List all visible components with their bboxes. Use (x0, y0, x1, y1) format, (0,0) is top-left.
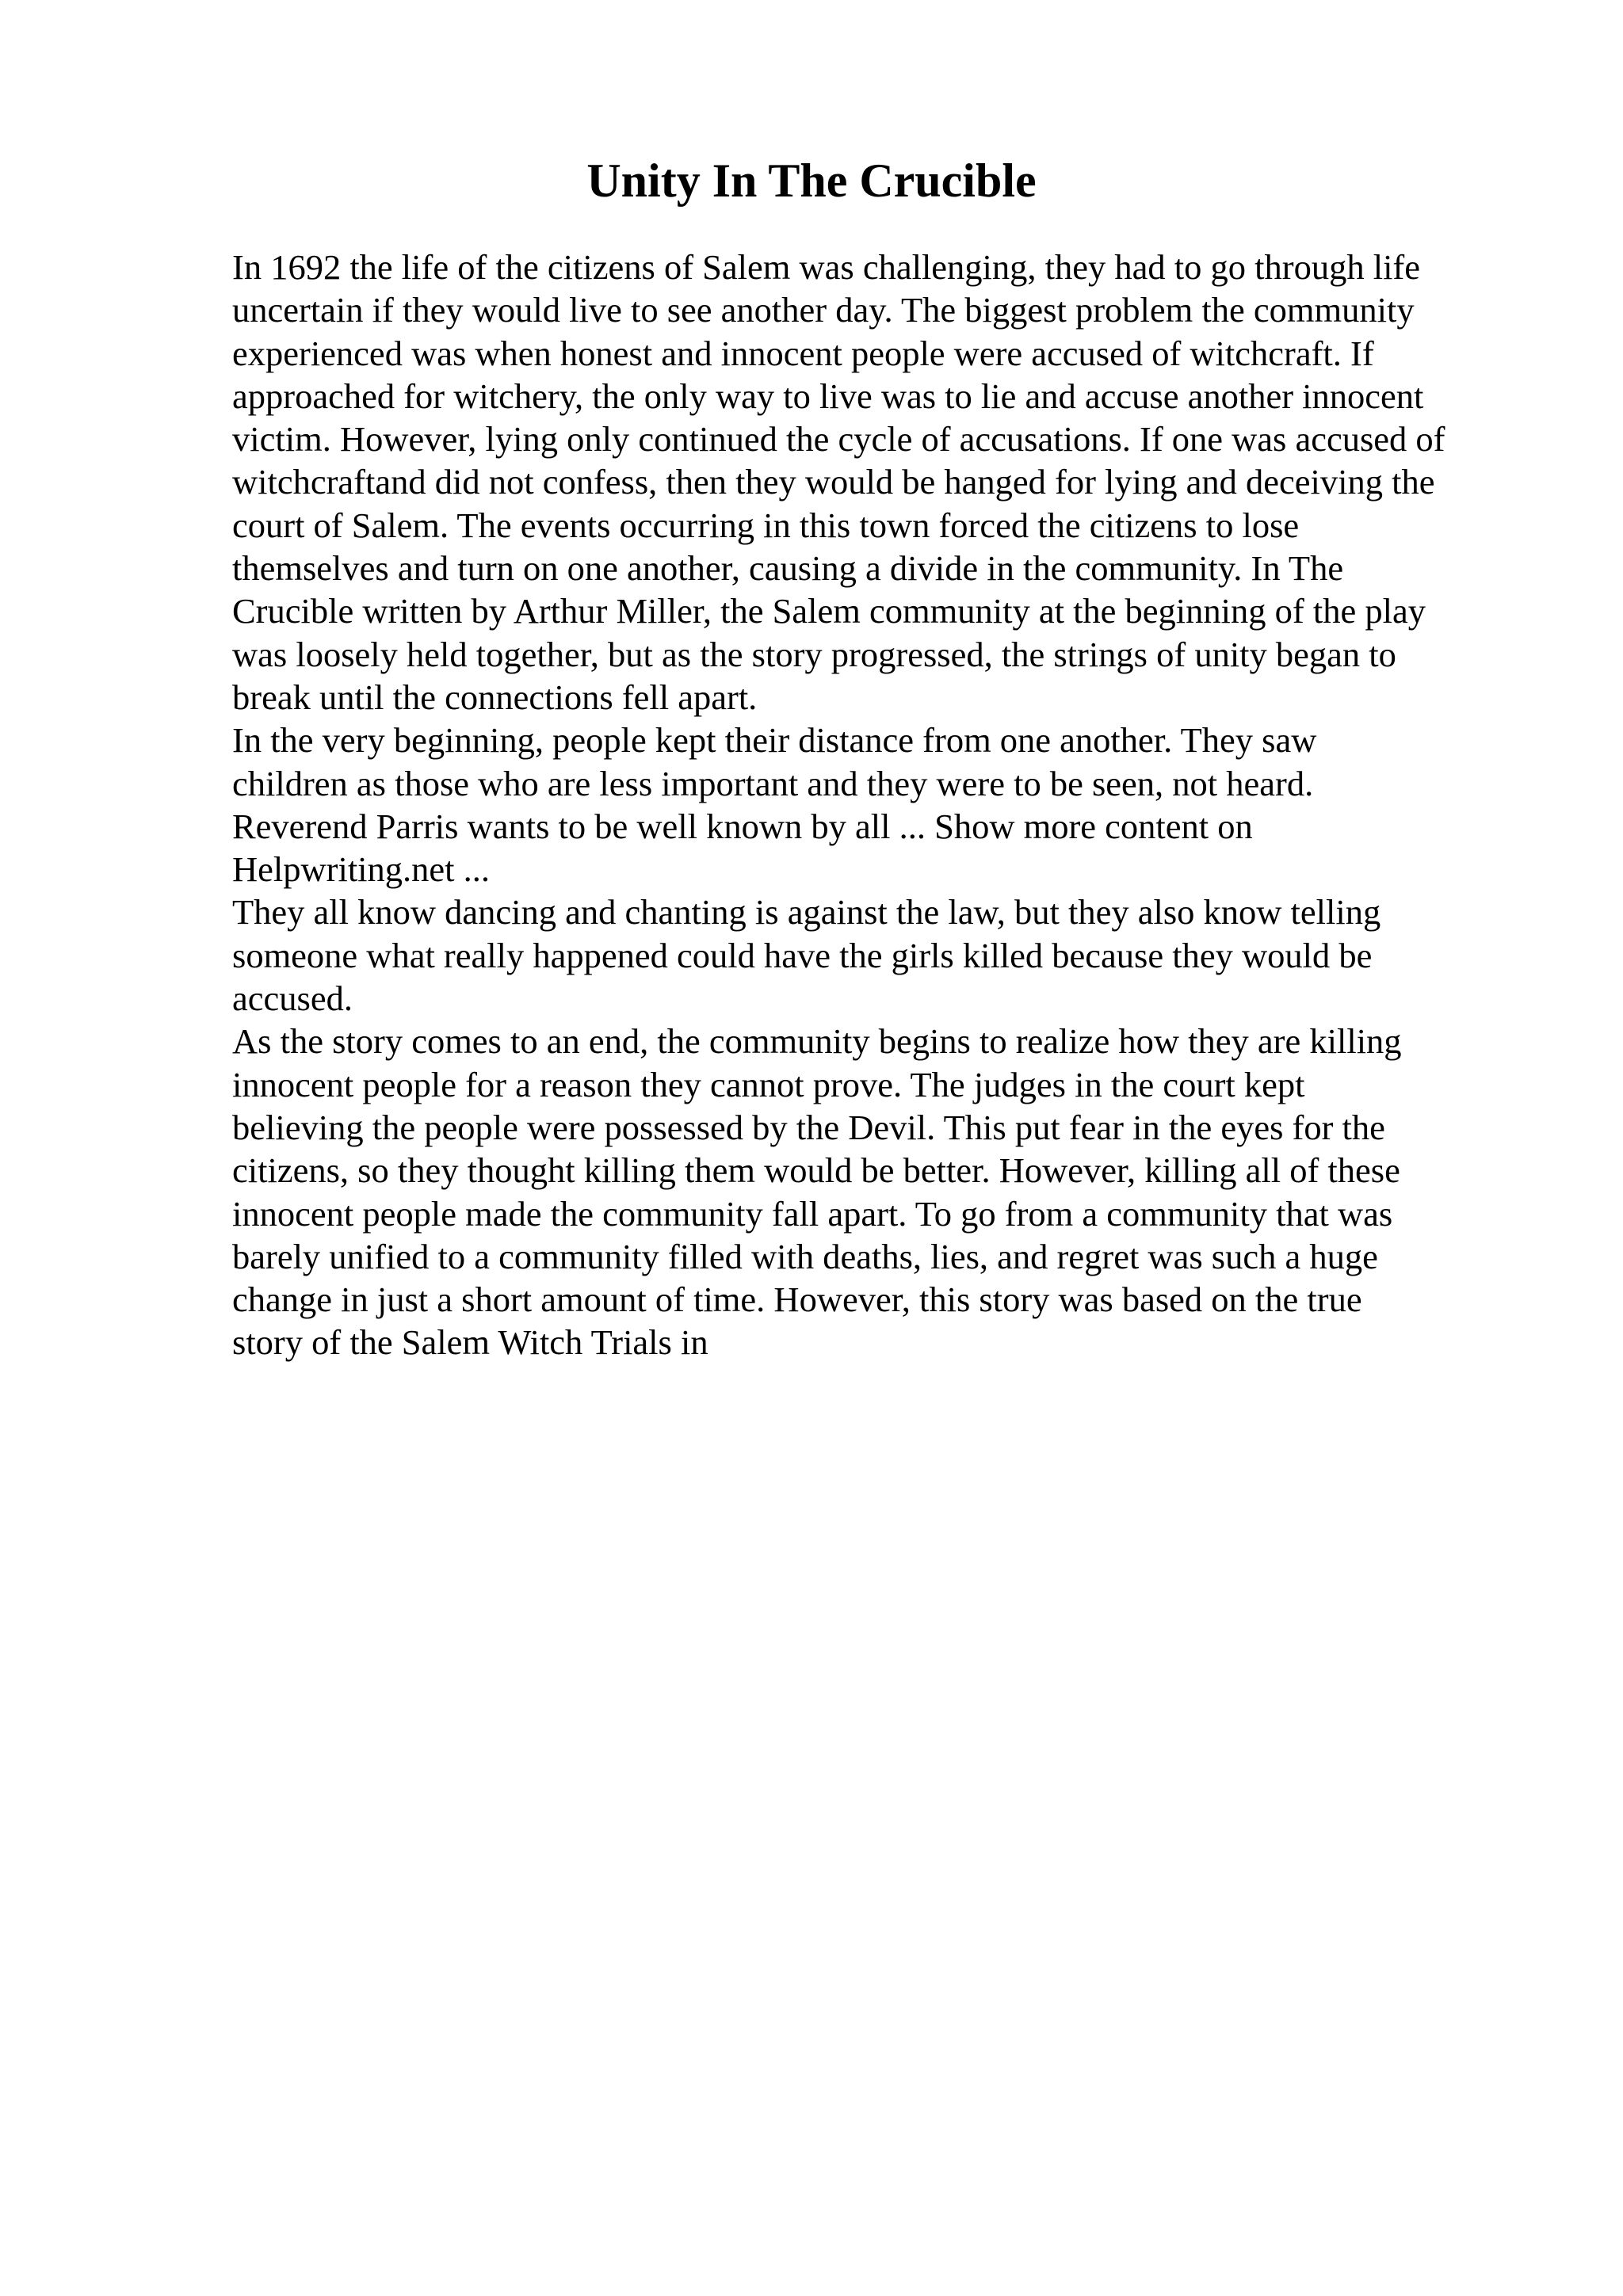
text-line: court of Salem. The events occurring in this town forced the citizens to lose (232, 505, 1300, 545)
text-line: experienced was when honest and innocent people were accused of witchcraft. If (232, 333, 1374, 373)
text-line: was loosely held together, but as the story progressed, the strings of unity began to (232, 634, 1396, 674)
text-line: In the very beginning, people kept their distance from one another. They saw (232, 720, 1317, 761)
text-line: children as those who are less important and they were to be seen, not heard. (232, 763, 1314, 803)
text-line: They all know dancing and chanting is against the law, but they also know telling (232, 892, 1381, 933)
text-line: Helpwriting.net ... (232, 849, 491, 890)
text-line: citizens, so they thought killing them would be better. However, killing all of these (232, 1150, 1400, 1191)
document-title: Unity In The Crucible (586, 154, 1037, 207)
text-line: believing the people were possessed by the Devil. This put fear in the eyes for the (232, 1107, 1385, 1147)
text-line: uncertain if they would live to see another day. The biggest problem the community (232, 290, 1415, 330)
document-body (232, 246, 1595, 1364)
text-line: Crucible written by Arthur Miller, the Salem community at the beginning of the play (232, 591, 1426, 631)
text-line: As the story comes to an end, the community begins to realize how they are killing (232, 1021, 1402, 1062)
text-line: themselves and turn on one another, causing a divide in the community. In The (232, 548, 1344, 589)
text-line: someone what really happened could have the girls killed because they would be (232, 935, 1373, 975)
text-line: story of the Salem Witch Trials in (232, 1322, 708, 1363)
text-line: innocent people made the community fall apart. To go from a community that was (232, 1193, 1393, 1234)
text-line: witchcraftand did not confess, then they would be hanged for lying and deceiving the (232, 462, 1435, 502)
text-line: Reverend Parris wants to be well known by all ... Show more content on (232, 806, 1253, 846)
text-line: approached for witchery, the only way to live was to lie and accuse another innocent (232, 376, 1424, 416)
text-line: victim. However, lying only continued the cycle of accusations. If one was accused of (232, 419, 1445, 460)
text-line: barely unified to a community filled with deaths, lies, and regret was such a huge (232, 1236, 1378, 1276)
text-line: innocent people for a reason they cannot prove. The judges in the court kept (232, 1064, 1305, 1104)
text-line: change in just a short amount of time. However, this story was based on the true (232, 1280, 1362, 1320)
text-line: accused. (232, 978, 353, 1019)
text-line: In 1692 the life of the citizens of Salem was challenging, they had to go through life (232, 247, 1421, 287)
text-line: break until the connections fell apart. (232, 677, 758, 717)
